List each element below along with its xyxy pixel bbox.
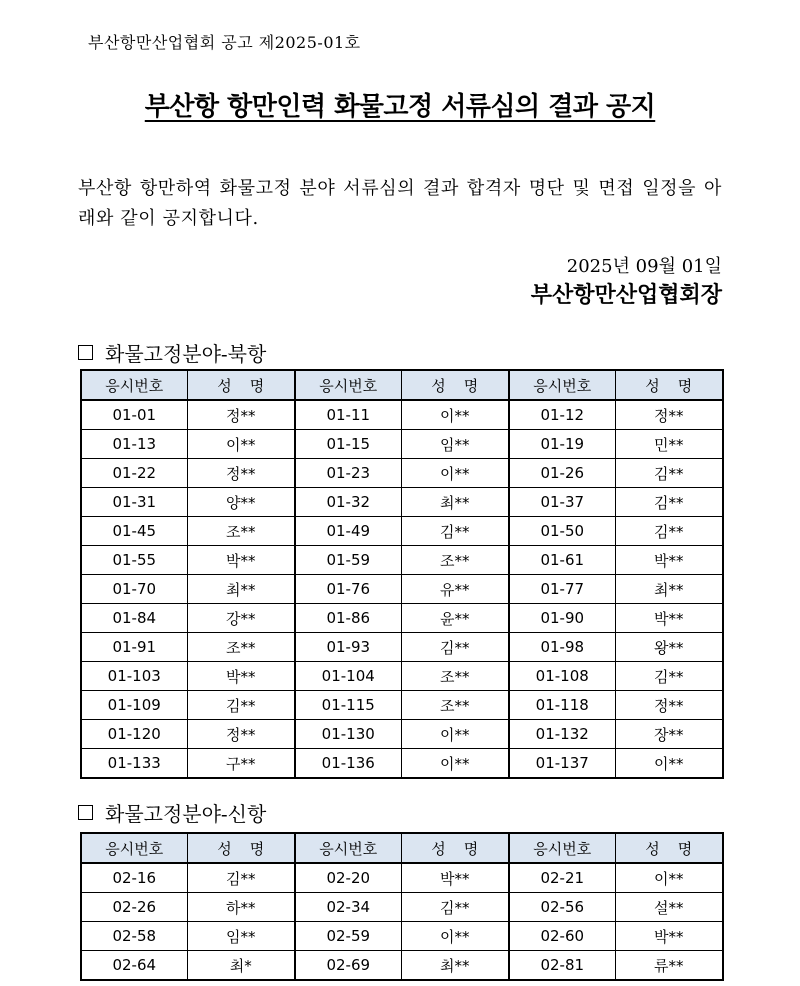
applicant-name-cell: 임** [187,922,295,951]
applicant-name-cell: 이** [401,459,509,488]
applicant-number-cell: 01-26 [509,459,615,488]
applicant-name-cell: 구** [187,749,295,779]
applicant-name-cell: 왕** [615,633,723,662]
applicant-number-cell: 02-60 [509,922,615,951]
applicant-name-cell: 김** [615,662,723,691]
applicant-number-cell: 02-81 [509,951,615,981]
section-heading-sinhang [78,798,266,827]
applicant-number-cell: 01-118 [509,691,615,720]
applicant-number-cell: 02-64 [81,951,187,981]
applicant-name-cell: 이** [615,863,723,893]
applicant-name-cell: 이** [401,720,509,749]
applicant-number-cell: 01-93 [295,633,401,662]
applicant-number-cell: 01-86 [295,604,401,633]
section-heading-bukhang [78,338,266,367]
applicant-number-cell: 01-19 [509,430,615,459]
applicant-name-cell: 조** [187,633,295,662]
applicant-number-cell: 01-91 [81,633,187,662]
page-title [0,86,800,123]
column-header-number: 응시번호 [295,833,401,863]
applicant-number-cell: 02-16 [81,863,187,893]
applicant-number-cell: 02-56 [509,893,615,922]
applicant-number-cell: 02-26 [81,893,187,922]
applicant-number-cell: 01-49 [295,517,401,546]
applicant-number-cell: 02-58 [81,922,187,951]
applicant-number-cell: 01-59 [295,546,401,575]
applicant-number-cell: 01-70 [81,575,187,604]
applicant-name-cell: 이** [615,749,723,779]
checkbox-square-icon [78,805,93,820]
applicant-number-cell: 02-20 [295,863,401,893]
applicant-name-cell: 정** [615,400,723,430]
applicant-number-cell: 01-132 [509,720,615,749]
table-row [81,951,723,981]
section-title: 화물고정분야-신항 [105,802,267,826]
table-row [81,517,723,546]
applicant-name-cell: 조** [401,691,509,720]
applicant-name-cell: 박** [615,546,723,575]
table-row [81,546,723,575]
applicant-name-cell: 설** [615,893,723,922]
applicant-name-cell: 박** [615,604,723,633]
applicant-name-cell: 김** [187,691,295,720]
column-header-number: 응시번호 [81,833,187,863]
applicant-number-cell: 01-50 [509,517,615,546]
applicant-number-cell: 01-11 [295,400,401,430]
applicant-number-cell: 01-13 [81,430,187,459]
applicant-name-cell: 김** [615,459,723,488]
applicant-number-cell: 01-108 [509,662,615,691]
table-row [81,459,723,488]
applicant-number-cell: 01-01 [81,400,187,430]
applicant-name-cell: 김** [401,633,509,662]
applicant-number-cell: 02-59 [295,922,401,951]
table-row [81,430,723,459]
applicant-number-cell: 01-45 [81,517,187,546]
column-header-number: 응시번호 [81,370,187,400]
applicant-name-cell: 박** [187,546,295,575]
applicant-number-cell: 01-15 [295,430,401,459]
applicant-number-cell: 01-137 [509,749,615,779]
table-row [81,575,723,604]
table-row [81,720,723,749]
applicant-name-cell: 이** [401,400,509,430]
applicant-name-cell: 김** [615,517,723,546]
applicant-name-cell: 이** [401,749,509,779]
applicant-number-cell: 01-22 [81,459,187,488]
table-header-row [81,833,723,863]
applicant-name-cell: 김** [187,863,295,893]
applicant-name-cell: 최** [615,575,723,604]
applicant-number-cell: 01-115 [295,691,401,720]
applicant-name-cell: 최* [187,951,295,981]
notice-number: 부산항만산업협회 공고 제2025-01호 [88,33,361,52]
applicant-number-cell: 01-133 [81,749,187,779]
applicant-number-cell: 01-77 [509,575,615,604]
applicant-number-cell: 01-84 [81,604,187,633]
column-header-name: 성명 [187,833,295,863]
applicant-name-cell: 류** [615,951,723,981]
applicant-number-cell: 01-109 [81,691,187,720]
signer: 부산항만산업협회장 [530,283,722,308]
applicant-name-cell: 최** [401,951,509,981]
intro-paragraph: 부산항 항만하역 화물고정 분야 서류심의 결과 합격자 명단 및 면접 일정을 아래와 같이 공지합니다. [78,178,722,229]
table-row [81,488,723,517]
applicant-number-cell: 02-21 [509,863,615,893]
section-title: 화물고정분야-북항 [105,342,267,366]
column-header-name: 성명 [615,370,723,400]
column-header-number: 응시번호 [509,370,615,400]
applicant-number-cell: 01-55 [81,546,187,575]
applicant-name-cell: 장** [615,720,723,749]
applicant-number-cell: 01-32 [295,488,401,517]
applicant-name-cell: 정** [615,691,723,720]
table-row [81,922,723,951]
table-row [81,633,723,662]
applicant-number-cell: 01-103 [81,662,187,691]
column-header-name: 성명 [401,833,509,863]
column-header-number: 응시번호 [509,833,615,863]
applicant-name-cell: 정** [187,720,295,749]
applicant-name-cell: 임** [401,430,509,459]
applicant-name-cell: 박** [615,922,723,951]
applicant-name-cell: 박** [187,662,295,691]
applicant-name-cell: 김** [615,488,723,517]
applicant-number-cell: 01-98 [509,633,615,662]
applicant-number-cell: 01-61 [509,546,615,575]
applicant-number-cell: 01-76 [295,575,401,604]
applicant-name-cell: 이** [187,430,295,459]
table-row [81,749,723,779]
applicant-name-cell: 김** [401,517,509,546]
applicant-number-cell: 01-23 [295,459,401,488]
column-header-number: 응시번호 [295,370,401,400]
page-title-text: 부산항 항만인력 화물고정 서류심의 결과 공지 [144,92,656,122]
applicant-number-cell: 01-90 [509,604,615,633]
applicant-name-cell: 민** [615,430,723,459]
applicant-name-cell: 하** [187,893,295,922]
table-row [81,662,723,691]
applicant-number-cell: 01-31 [81,488,187,517]
table-row [81,691,723,720]
applicant-name-cell: 조** [401,546,509,575]
applicant-name-cell: 유** [401,575,509,604]
applicant-name-cell: 김** [401,893,509,922]
applicant-name-cell: 박** [401,863,509,893]
applicant-number-cell: 01-37 [509,488,615,517]
applicant-name-cell: 최** [187,575,295,604]
column-header-name: 성명 [401,370,509,400]
applicant-name-cell: 조** [401,662,509,691]
applicant-name-cell: 정** [187,459,295,488]
applicant-number-cell: 01-12 [509,400,615,430]
applicant-number-cell: 02-34 [295,893,401,922]
table-row [81,604,723,633]
applicant-number-cell: 01-104 [295,662,401,691]
table-row [81,863,723,893]
column-header-name: 성명 [187,370,295,400]
column-header-name: 성명 [615,833,723,863]
table-row [81,400,723,430]
roster-table-bukhang [80,369,724,779]
applicant-number-cell: 01-136 [295,749,401,779]
applicant-name-cell: 윤** [401,604,509,633]
applicant-number-cell: 02-69 [295,951,401,981]
checkbox-square-icon [78,345,93,360]
applicant-name-cell: 최** [401,488,509,517]
table-row [81,893,723,922]
applicant-name-cell: 정** [187,400,295,430]
applicant-name-cell: 조** [187,517,295,546]
roster-table-sinhang [80,832,724,981]
applicant-number-cell: 01-120 [81,720,187,749]
table-header-row [81,370,723,400]
applicant-number-cell: 01-130 [295,720,401,749]
notice-date: 2025년 09월 01일 [566,256,722,277]
applicant-name-cell: 이** [401,922,509,951]
applicant-name-cell: 양** [187,488,295,517]
applicant-name-cell: 강** [187,604,295,633]
